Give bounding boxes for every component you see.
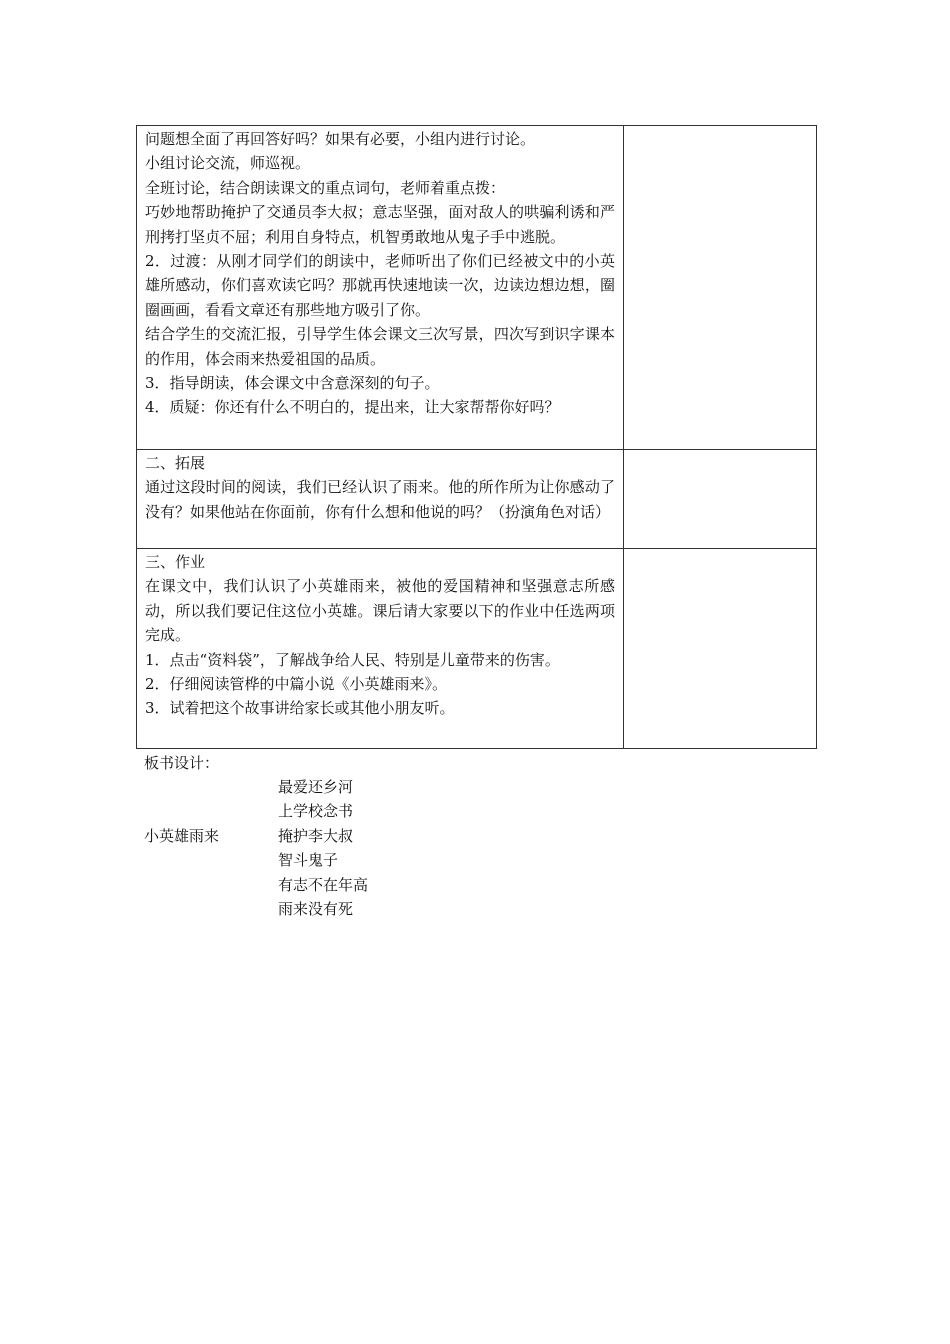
extension-cell xyxy=(137,450,624,549)
board-design-list xyxy=(278,775,368,921)
paragraph: 4．质疑：你还有什么不明白的，提出来，让大家帮帮你好吗？ xyxy=(145,398,560,417)
list-item: 智斗鬼子 xyxy=(278,851,339,870)
paragraph: 在课文中，我们认识了小英雄雨来，被他的爱国精神和坚强意志所感动，所以我们要记住这位小英雄。课后请大家要以下的作业中任选两项完成。 xyxy=(145,577,615,645)
paragraph: 3．指导朗读，体会课文中含意深刻的句子。 xyxy=(145,374,440,393)
table-row xyxy=(137,126,817,450)
notes-cell xyxy=(624,126,817,450)
paragraph: 2．过渡：从刚才同学们的朗读中，老师听出了你们已经被文中的小英雄所感动，你们喜欢读它吗？那就再快速地读一次，边读边想边想，圈圈画画，看看文章还有那些地方吸引了你。 xyxy=(145,252,615,319)
paragraph: 3．试着把这个故事讲给家长或其他小朋友听。 xyxy=(145,699,455,718)
board-design-center: 小英雄雨来 xyxy=(144,827,220,845)
homework-cell xyxy=(137,549,624,749)
list-item: 有志不在年高 xyxy=(278,875,369,894)
section-heading: 二、拓展 xyxy=(145,454,206,472)
list-item: 掩护李大叔 xyxy=(278,826,354,845)
table-row xyxy=(137,549,817,749)
paragraph: 结合学生的交流汇报，引导学生体会课文三次写景，四次写到识字课本的作用，体会雨来热爱祖国的品质。 xyxy=(145,325,615,368)
paragraph: 问题想全面了再回答好吗？如果有必要，小组内进行讨论。 xyxy=(145,130,536,148)
lesson-plan-table xyxy=(136,125,817,749)
notes-cell xyxy=(624,549,817,749)
paragraph: 1．点击“资料袋”，了解战争给人民、特别是儿童带来的伤害。 xyxy=(145,650,560,669)
table-row xyxy=(137,450,817,549)
paragraph: 小组讨论交流，师巡视。 xyxy=(145,154,311,173)
list-item: 上学校念书 xyxy=(278,802,354,821)
paragraph: 巧妙地帮助掩护了交通员李大叔；意志坚强，面对敌人的哄骗利诱和严刑拷打坚贞不屈；利用自身特点，机智勇敢地从鬼子手中逃脱。 xyxy=(145,203,615,246)
paragraph: 通过这段时间的阅读，我们已经认识了雨来。他的所作所为让你感动了没有？如果他站在你面前，你有什么想和他说的吗？（扮演角色对话） xyxy=(145,478,615,521)
notes-cell xyxy=(624,450,817,549)
list-item: 雨来没有死 xyxy=(278,899,354,918)
board-design-title: 板书设计： xyxy=(144,754,220,772)
teaching-process-cell xyxy=(137,126,624,450)
paragraph: 2．仔细阅读管桦的中篇小说《小英雄雨来》。 xyxy=(145,675,448,694)
section-heading: 三、作业 xyxy=(145,553,206,571)
list-item: 最爱还乡河 xyxy=(278,778,354,796)
paragraph: 全班讨论，结合朗读课文的重点词句，老师着重点拨： xyxy=(145,178,506,197)
